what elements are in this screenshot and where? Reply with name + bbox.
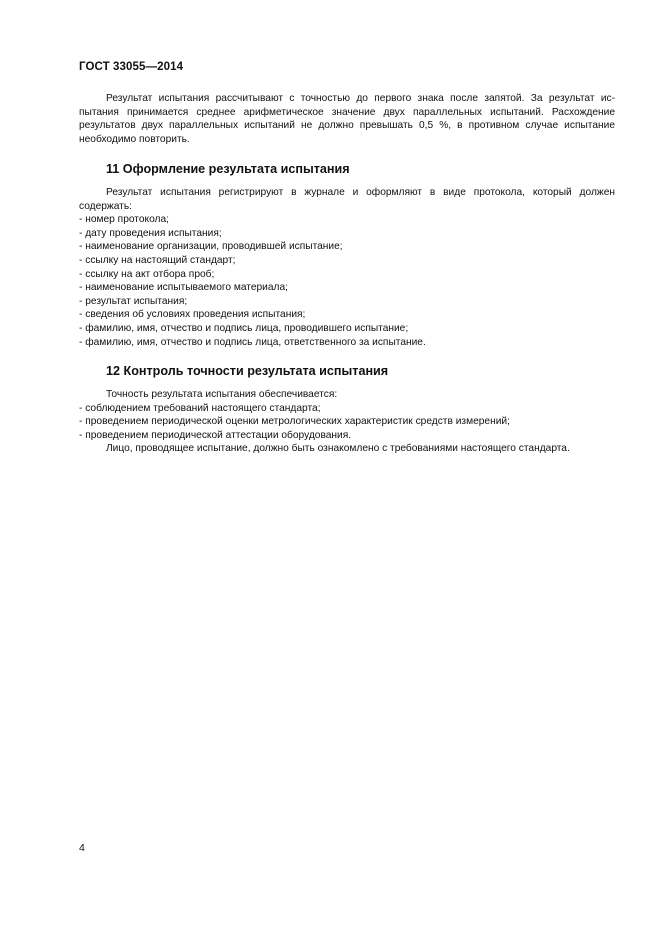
list-item: - проведением периодической оценки метрологических характеристик средств измерений;	[79, 416, 510, 428]
list-item: - ссылку на настоящий стандарт;	[79, 254, 236, 266]
section-11-lead-line: содержать:	[79, 200, 132, 212]
list-item: - ссылку на акт отбора проб;	[79, 268, 215, 280]
list-item: - сведения об условиях проведения испытания;	[79, 309, 306, 321]
list-item: - фамилию, имя, отчество и подпись лица, ответственного за испытание.	[79, 336, 426, 348]
list-item: - фамилию, имя, отчество и подпись лица, проводившего испытание;	[79, 322, 409, 334]
list-item: - наименование испытываемого материала;	[79, 282, 288, 294]
section-12-lead: Точность результата испытания обеспечивается:	[106, 389, 338, 400]
intro-line: необходимо повторить.	[79, 133, 190, 145]
section-11-heading: 11 Оформление результата испытания	[106, 162, 350, 176]
list-item: - наименование организации, проводившей испытание;	[79, 241, 343, 253]
section-11-body	[79, 186, 615, 349]
intro-line: Результат испытания рассчитывают с точностью до первого знака после запятой. За результат ис-	[106, 93, 615, 104]
list-item: - дату проведения испытания;	[79, 227, 222, 239]
list-item: - номер протокола;	[79, 214, 169, 226]
list-item: - результат испытания;	[79, 295, 188, 307]
intro-paragraph	[79, 92, 615, 146]
document-code: ГОСТ 33055—2014	[79, 61, 184, 73]
page-number: 4	[79, 842, 85, 854]
intro-line: результатов двух параллельных испытаний не должно превышать 0,5 %, в противном случае испытание	[79, 120, 615, 132]
section-12-closing: Лицо, проводящее испытание, должно быть ознакомлено с требованиями настоящего стандарта.	[106, 443, 570, 455]
section-12-body	[79, 388, 615, 456]
list-item: - соблюдением требований настоящего стандарта;	[79, 402, 321, 414]
intro-line: пытания принимается среднее арифметическое значение двух параллельных испытаний. Расхождение	[79, 106, 615, 118]
list-item: - проведением периодической аттестации оборудования.	[79, 429, 352, 441]
section-11-lead-line: Результат испытания регистрируют в журнале и оформляют в виде протокола, который должен	[106, 187, 615, 198]
section-12-heading: 12 Контроль точности результата испытания	[106, 364, 389, 378]
